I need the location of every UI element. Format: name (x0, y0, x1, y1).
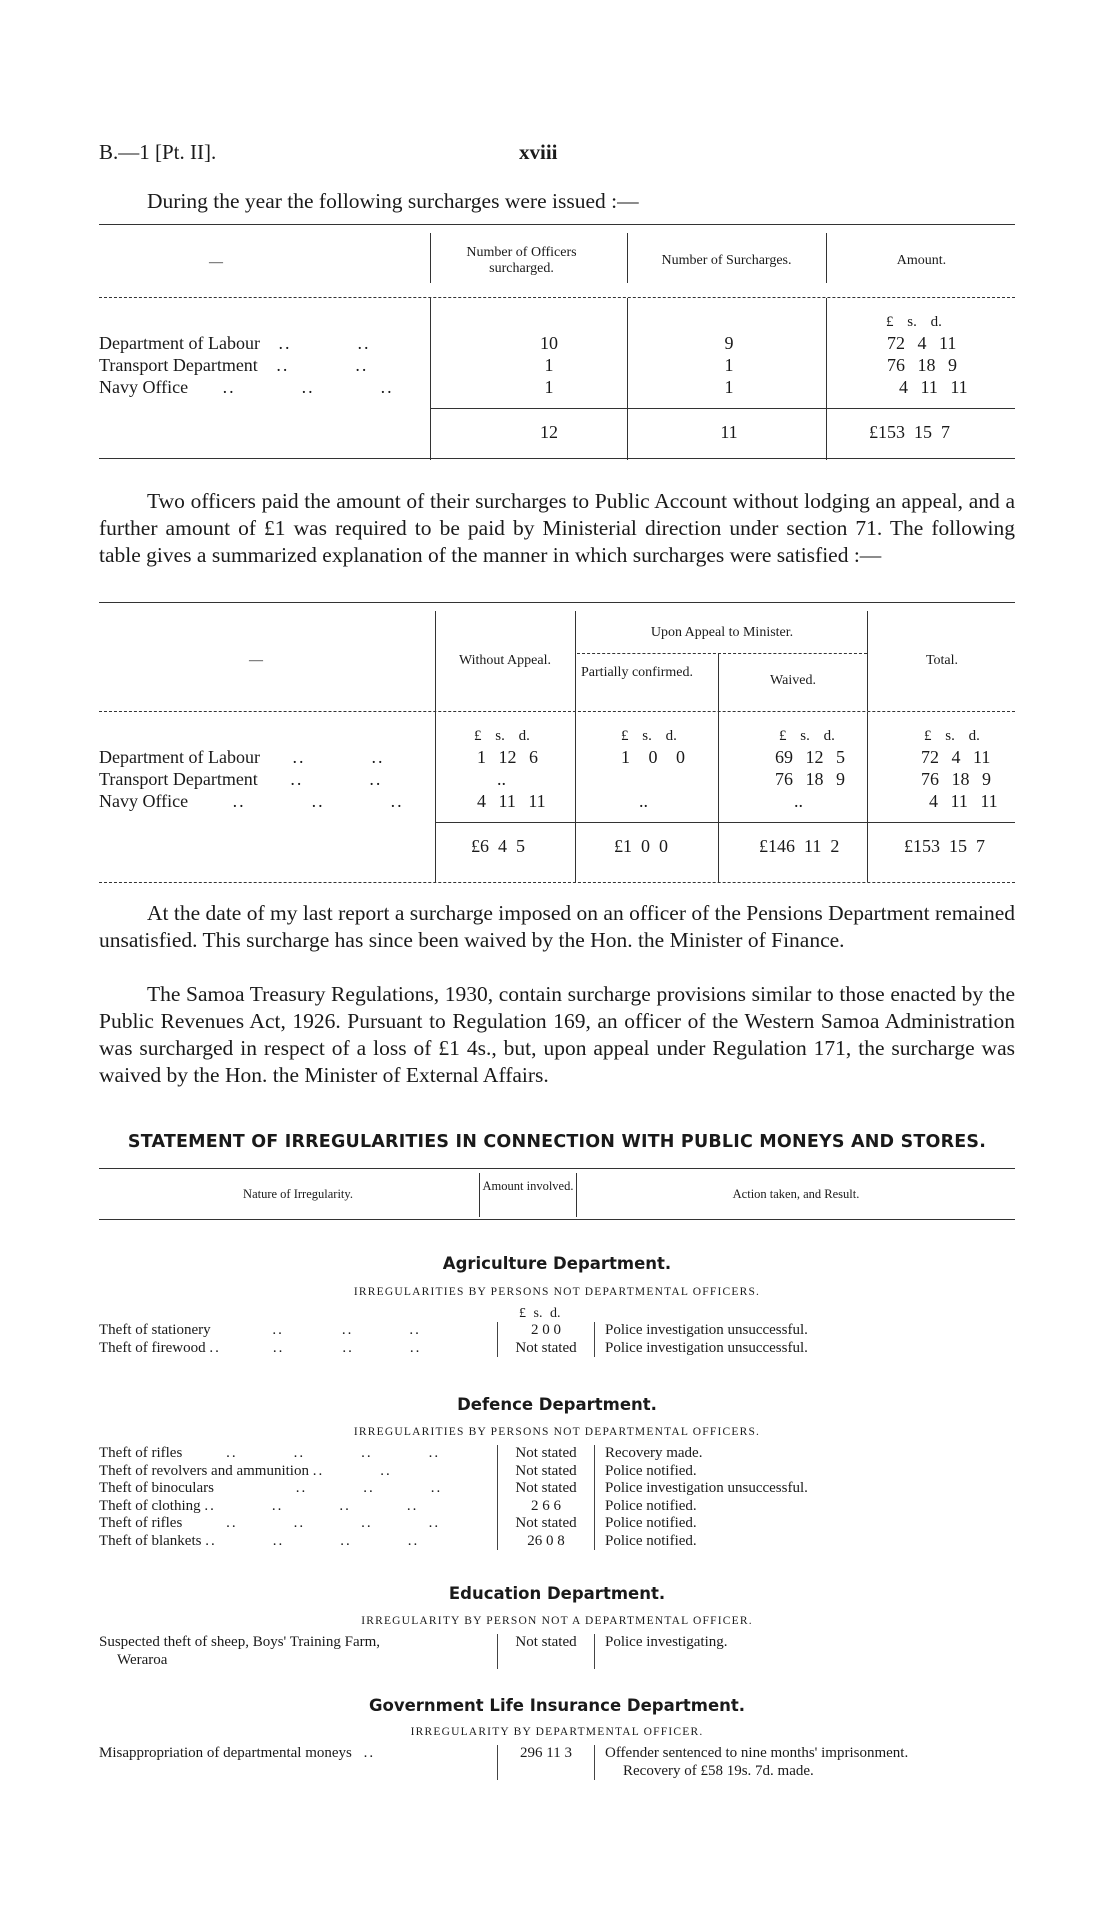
t2-col-without: Without Appeal. (459, 653, 551, 668)
table-row: Theft of rifles .. .. .. .. Not stated Police notified. (99, 1515, 697, 1531)
table-row: Theft of binoculars .. .. .. Not stated Police investigation unsuccessful. (99, 1480, 808, 1496)
defence-items (99, 1445, 1015, 1550)
t1-total-surcharges: 11 (720, 422, 738, 442)
dept-heading: Education Department. (448, 1584, 666, 1603)
table-row: Theft of firewood .. .. .. .. Not stated Police investigation unsuccessful. (99, 1339, 808, 1356)
paragraph-2: At the date of my last report a surcharge imposed on an officer of the Pensions Department remained unsatisfied. This surcharge has since been waived by the Hon. the Minister of Finance. (99, 901, 1015, 952)
education-items (99, 1634, 1015, 1669)
table-row: Suspected theft of sheep, Boys' Training Farm, Weraroa Not stated Police investigating. (99, 1634, 728, 1668)
t1-total-officers: 12 (540, 422, 558, 442)
col-action: Action taken, and Result. (732, 1187, 860, 1201)
t2-row: Navy Office .. .. .. (99, 791, 404, 811)
t1-col-amount: Amount. (896, 253, 947, 268)
t1-col-officers: Number of Officers surcharged. (466, 245, 577, 276)
paragraph-1: Two officers paid the amount of their surcharges to Public Account without lodging an appeal, and a further amount of £1 was required to be paid by Ministerial direction under section 71. The following table gives a summarized explanation of the manner in which surcharges were satisfied :— (99, 489, 1015, 567)
table-row: Theft of rifles .. .. .. .. Not stated Recovery made. (99, 1445, 703, 1461)
t2-row: Transport Department .. .. (99, 769, 383, 789)
t1-col-surcharges: Number of Surcharges. (661, 253, 792, 268)
col-amount: Amount involved. (482, 1179, 574, 1193)
t2-total-partial: £1 0 0 (614, 836, 668, 856)
t2-total-total: £153 15 7 (904, 836, 985, 856)
t1-row: Navy Office .. .. .. (99, 377, 394, 397)
intro-text: During the year the following surcharges were issued :— (147, 189, 639, 213)
t1-dash: — (209, 255, 223, 270)
irregularity-subheading: IRREGULARITIES BY PERSONS NOT DEPARTMENTAL OFFICERS. (353, 1286, 761, 1298)
t1-units: £ s. d. (886, 314, 942, 330)
page-number: xviii (519, 140, 558, 164)
col-nature: Nature of Irregularity. (243, 1187, 353, 1201)
dept-heading: Agriculture Department. (442, 1254, 672, 1273)
t2-total-waived: £146 11 2 (759, 836, 840, 856)
t2-col-total: Total. (925, 653, 959, 668)
dept-heading: Defence Department. (457, 1395, 657, 1414)
irregularity-subheading: IRREGULARITY BY PERSON NOT A DEPARTMENTAL OFFICER. (361, 1615, 753, 1627)
t2-row: Department of Labour .. .. (99, 747, 385, 767)
report-reference: B.—1 [Pt. II]. (99, 140, 217, 164)
t1-total-amount: £153 15 7 (869, 422, 950, 442)
units-row: £ s. d. (519, 1306, 561, 1321)
table-row: Theft of revolvers and ammunition .. .. Not stated Police notified. (99, 1462, 697, 1479)
statement-title: STATEMENT OF IRREGULARITIES IN CONNECTION WITH PUBLIC MONEYS AND STORES. (127, 1132, 987, 1152)
irregularity-subheading: IRREGULARITIES BY PERSONS NOT DEPARTMENTAL OFFICERS. (353, 1426, 761, 1438)
dept-heading: Government Life Insurance Department. (368, 1696, 746, 1715)
agriculture-items (99, 1322, 1015, 1357)
irregularity-subheading: IRREGULARITY BY DEPARTMENTAL OFFICER. (410, 1726, 704, 1738)
t2-col-waived: Waived. (770, 673, 816, 688)
statement-header (99, 1168, 1015, 1220)
table-row: Theft of blankets .. .. .. .. 26 0 8 Police notified. (99, 1532, 697, 1549)
t2-col-upon: Upon Appeal to Minister. (650, 625, 794, 640)
t1-row: Transport Department .. .. (99, 355, 369, 375)
table-row: Theft of clothing .. .. .. .. 2 6 6 Police notified. (99, 1497, 697, 1514)
table-row: Misappropriation of departmental moneys .. 296 11 3 Offender sentenced to nine months' imprisonment. Recovery of £58 19s. 7d. made. (99, 1745, 909, 1779)
surcharges-issued-table: — Number of Officers surcharged. Number of Surcharges. Amount. £ s. d. Department of Labour .. .. 10 9 72 4 11 Transport Department .. .. 1 1 76 18 9 Navy Office .. .. .. 1 1 4 11 11 12 11 £153 15 7 (99, 224, 1015, 459)
t2-col-partial: Partially confirmed. (581, 665, 693, 680)
paragraph-3: The Samoa Treasury Regulations, 1930, contain surcharge provisions similar to those enacted by the Public Revenues Act, 1926. Pursuant to Regulation 169, an officer of the Western Samoa Administration was surcharged in respect of a loss of £1 4s., but, upon appeal under Regulation 171, the surcharge was waived by the Hon. the Minister of External Affairs. (99, 982, 1015, 1087)
surcharges-satisfied-table: — Without Appeal. Upon Appeal to Minister. Partially confirmed. Waived. Total. £ s. d. £ s. d. £ s. d. £ s. d. Department of Labour .. .. 1 12 6 1 0 0 69 12 5 72 4 11 Transport Department .. .. .. 76 18 9 76 18 9 Navy Office .. .. .. 4 11 11 .. .. 4 11 11 £6 4 5 £1 0 0 £146 11 2 £153 15 7 (99, 602, 1015, 883)
t2-total-without: £6 4 5 (471, 836, 525, 856)
table-row: Theft of stationery .. .. .. 2 0 0 Police investigation unsuccessful. (99, 1322, 808, 1338)
t1-row: Department of Labour .. .. (99, 333, 371, 353)
life-insurance-items (99, 1745, 1015, 1780)
